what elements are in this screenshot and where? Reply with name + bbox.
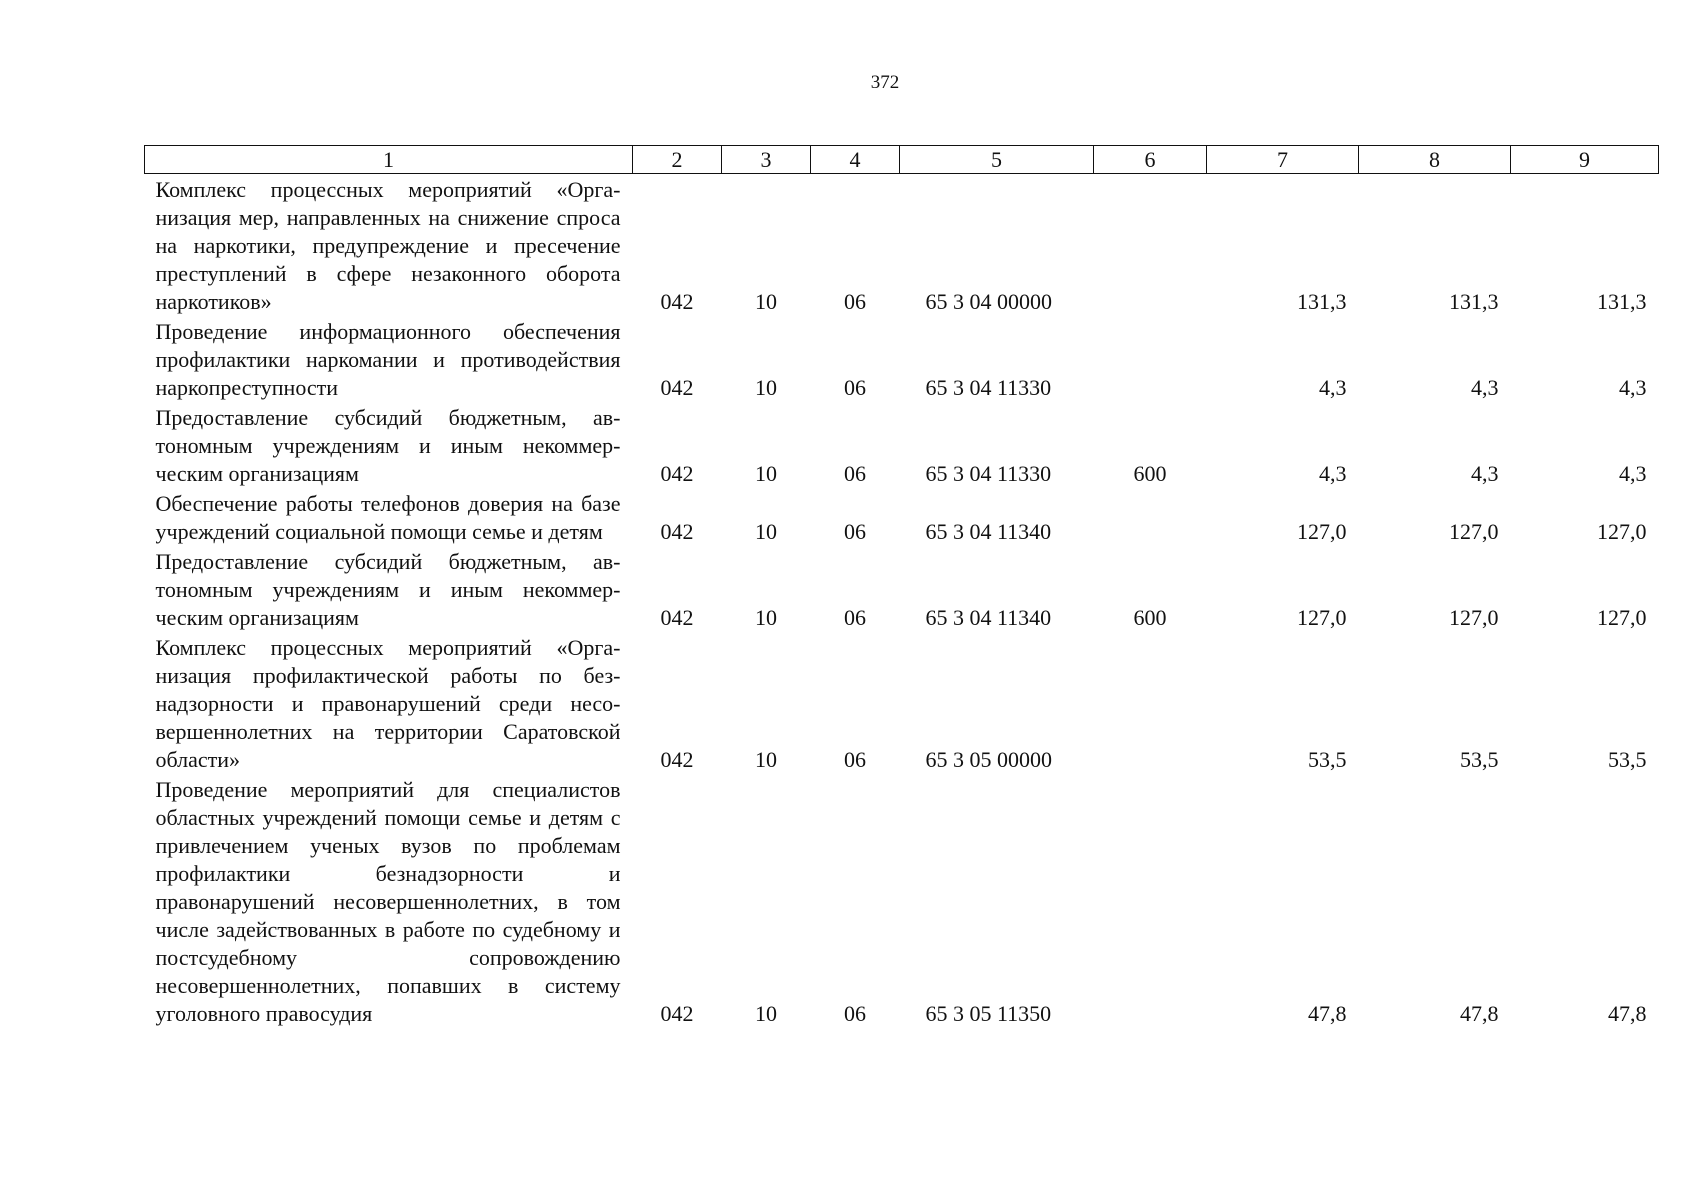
row-section: 10: [755, 519, 777, 544]
row-value-8: 47,8: [1460, 1001, 1499, 1026]
row-name: Комплекс процессных мероприятий «Организация мер, направленных на снижение спроса на наркотики, предупреждение и пресечение преступлений в сфере незаконного оборота наркотиков»: [155, 177, 621, 314]
row-value-7: 127,0: [1297, 519, 1347, 544]
row-expense-type: [1094, 488, 1207, 546]
row-subsection: 06: [844, 375, 866, 400]
row-expense-type: [1094, 774, 1207, 1028]
row-expense-type: 600: [1133, 461, 1167, 486]
header-col-8: 8: [1359, 146, 1511, 174]
row-value-7: 53,5: [1308, 747, 1347, 772]
row-subsection: 06: [844, 605, 866, 630]
row-section: 10: [755, 605, 777, 630]
row-value-9: 127,0: [1597, 605, 1647, 630]
row-ministry-code: 042: [660, 519, 694, 544]
row-section: 10: [755, 289, 777, 314]
row-target-code: 65 3 05 00000: [925, 747, 1052, 772]
row-subsection: 06: [844, 519, 866, 544]
row-name: Комплекс процессных мероприятий «Организация профилактической работы по безнадзорности и правонарушений среди несовершеннолетних на территории Саратовской области»: [155, 635, 621, 772]
budget-table: [144, 145, 1659, 1028]
table-row: [145, 402, 1659, 488]
row-value-8: 127,0: [1449, 605, 1499, 630]
row-target-code: 65 3 04 11330: [925, 461, 1052, 486]
row-target-code: 65 3 04 11330: [925, 375, 1052, 400]
row-subsection: 06: [844, 289, 866, 314]
table-row: [145, 774, 1659, 1028]
header-col-5: 5: [900, 146, 1094, 174]
row-expense-type: [1094, 316, 1207, 402]
header-col-9: 9: [1511, 146, 1659, 174]
header-col-3: 3: [722, 146, 811, 174]
row-name: Обеспечение работы телефонов доверия на базе учреждений социальной помощи семье и детям: [155, 491, 621, 544]
row-value-8: 131,3: [1449, 289, 1499, 314]
table-row: [145, 546, 1659, 632]
row-ministry-code: 042: [660, 289, 694, 314]
row-ministry-code: 042: [660, 1001, 694, 1026]
row-value-7: 4,3: [1319, 375, 1347, 400]
row-value-9: 47,8: [1608, 1001, 1647, 1026]
header-col-1: 1: [145, 146, 633, 174]
row-value-9: 4,3: [1619, 461, 1647, 486]
row-value-8: 4,3: [1471, 375, 1499, 400]
row-value-9: 53,5: [1608, 747, 1647, 772]
row-subsection: 06: [844, 747, 866, 772]
row-value-9: 131,3: [1597, 289, 1647, 314]
row-section: 10: [755, 375, 777, 400]
row-section: 10: [755, 1001, 777, 1026]
row-value-7: 4,3: [1319, 461, 1347, 486]
row-expense-type: [1094, 632, 1207, 774]
row-ministry-code: 042: [660, 461, 694, 486]
row-target-code: 65 3 04 11340: [925, 519, 1052, 544]
row-ministry-code: 042: [660, 747, 694, 772]
table-row: [145, 488, 1659, 546]
header-col-7: 7: [1207, 146, 1359, 174]
row-section: 10: [755, 747, 777, 772]
row-ministry-code: 042: [660, 605, 694, 630]
table-row: [145, 174, 1659, 317]
row-subsection: 06: [844, 1001, 866, 1026]
header-col-4: 4: [811, 146, 900, 174]
row-name: Предоставление субсидий бюджетным, автономным учреждениям и иным некоммерческим организациям: [155, 549, 621, 630]
row-value-9: 4,3: [1619, 375, 1647, 400]
row-expense-type: 600: [1133, 605, 1167, 630]
row-value-7: 47,8: [1308, 1001, 1347, 1026]
table-row: [145, 316, 1659, 402]
row-value-8: 4,3: [1471, 461, 1499, 486]
row-expense-type: [1094, 174, 1207, 317]
row-target-code: 65 3 05 11350: [925, 1001, 1052, 1026]
row-value-7: 131,3: [1297, 289, 1347, 314]
header-col-6: 6: [1094, 146, 1207, 174]
table-row: [145, 632, 1659, 774]
page-number: 372: [870, 72, 900, 93]
row-name: Проведение мероприятий для специалистов областных учреждений помощи семье и детям с привлечением ученых вузов по проблемам профилактики безнадзорности и правонарушений несовершеннолетних, в том числе задействованных в работе по судебному и постсудебному сопровождению несовершеннолетних, попавших в систему уголовного правосудия: [155, 777, 621, 1026]
row-section: 10: [755, 461, 777, 486]
row-ministry-code: 042: [660, 375, 694, 400]
header-row: [145, 146, 1659, 174]
row-value-9: 127,0: [1597, 519, 1647, 544]
row-value-8: 53,5: [1460, 747, 1499, 772]
row-subsection: 06: [844, 461, 866, 486]
row-value-7: 127,0: [1297, 605, 1347, 630]
row-target-code: 65 3 04 11340: [925, 605, 1052, 630]
row-value-8: 127,0: [1449, 519, 1499, 544]
row-name: Предоставление субсидий бюджетным, автономным учреждениям и иным некоммерческим организациям: [155, 405, 621, 486]
header-col-2: 2: [633, 146, 722, 174]
row-target-code: 65 3 04 00000: [925, 289, 1052, 314]
row-name: Проведение информационного обеспечения профилактики наркомании и противодействия наркопреступности: [155, 319, 621, 400]
